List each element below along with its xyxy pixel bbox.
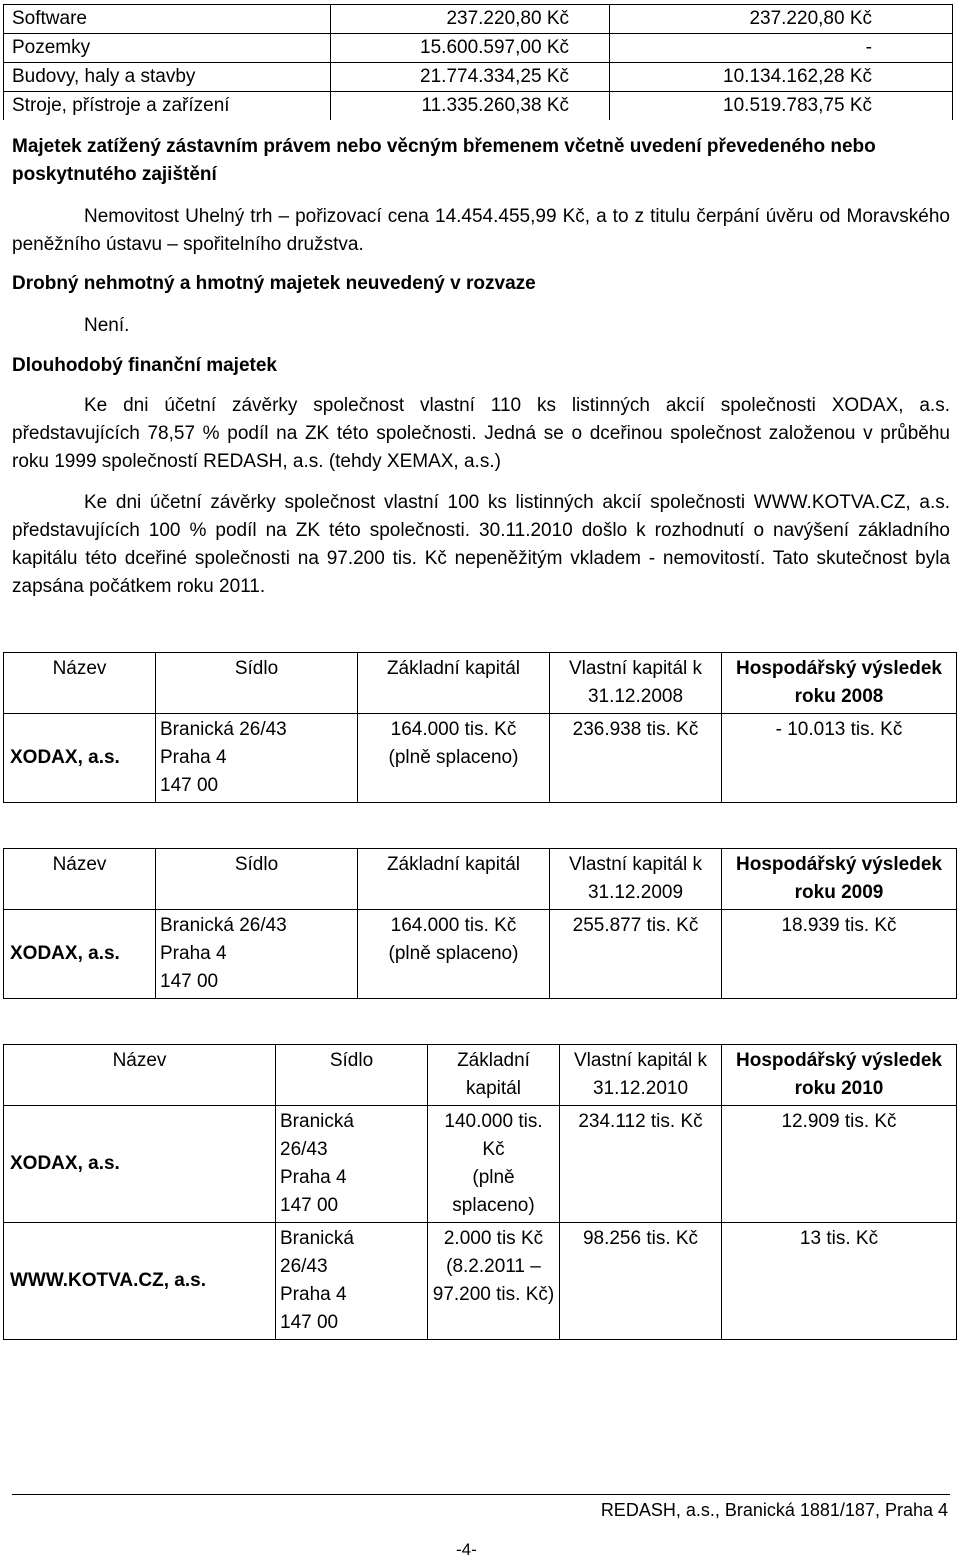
company-capital <box>428 1223 560 1340</box>
company-seat <box>276 1223 428 1340</box>
asset-value-a: 237.220,80 Kč <box>331 5 610 34</box>
financial-assets-paragraph-1: Ke dni účetní závěrky společnost vlastní 110 ks listinných akcií společnosti XODAX, a.s. představujících 78,57 % podíl na ZK této společnosti. Jedná se o dceřinou společnost založenou v průběhu roku 1999 společností REDASH, a.s. (tehdy XEMAX, a.s.) <box>12 395 950 472</box>
header-seat: Sídlo <box>156 653 358 714</box>
subsidiary-table-2010 <box>3 1044 957 1340</box>
capital-line: 97.200 tis. Kč) <box>432 1284 555 1305</box>
minor-assets-heading: Drobný nehmotný a hmotný majetek neuvedený v rozvaze <box>12 273 536 294</box>
header-seat: Sídlo <box>156 849 358 910</box>
header-name: Název <box>4 849 156 910</box>
asset-value-b: - <box>610 34 953 63</box>
header-equity: Vlastní kapitál k 31.12.2010 <box>560 1045 722 1106</box>
table-row <box>4 714 957 803</box>
seat-line: Branická <box>280 1228 354 1249</box>
capital-line: splaceno) <box>452 1195 535 1216</box>
seat-line: Branická 26/43 <box>160 719 287 740</box>
seat-line: Branická 26/43 <box>160 915 287 936</box>
seat-line: Branická <box>280 1111 354 1132</box>
table-header-row <box>4 653 957 714</box>
capital-line: (plně splaceno) <box>388 943 519 964</box>
seat-line: 26/43 <box>280 1256 328 1277</box>
asset-table <box>3 4 953 120</box>
company-capital <box>358 910 550 999</box>
company-result: 12.909 tis. Kč <box>722 1106 957 1223</box>
seat-line: 147 00 <box>280 1312 339 1333</box>
company-capital <box>358 714 550 803</box>
asset-value-a: 11.335.260,38 Kč <box>331 92 610 121</box>
seat-line: Praha 4 <box>160 747 227 768</box>
financial-assets-heading: Dlouhodobý finanční majetek <box>12 355 277 376</box>
company-equity: 98.256 tis. Kč <box>560 1223 722 1340</box>
header-equity: Vlastní kapitál k 31.12.2008 <box>550 653 722 714</box>
company-seat <box>156 910 358 999</box>
asset-name: Stroje, přístroje a zařízení <box>4 92 331 121</box>
capital-line: (plně splaceno) <box>388 747 519 768</box>
table-row <box>4 1223 957 1340</box>
header-capital: Základní kapitál <box>428 1045 560 1106</box>
asset-value-b: 237.220,80 Kč <box>610 5 953 34</box>
table-row <box>4 1106 957 1223</box>
header-seat: Sídlo <box>276 1045 428 1106</box>
company-seat <box>156 714 358 803</box>
asset-value-b: 10.134.162,28 Kč <box>610 63 953 92</box>
company-name: XODAX, a.s. <box>4 1106 276 1223</box>
table-row <box>4 92 953 121</box>
company-name: XODAX, a.s. <box>4 714 156 803</box>
table-header-row <box>4 1045 957 1106</box>
seat-line: 147 00 <box>160 971 219 992</box>
table-row <box>4 910 957 999</box>
table-row <box>4 5 953 34</box>
seat-line: 147 00 <box>280 1195 339 1216</box>
table-header-row <box>4 849 957 910</box>
footer-divider <box>12 1494 950 1495</box>
header-equity: Vlastní kapitál k 31.12.2009 <box>550 849 722 910</box>
pledge-heading: Majetek zatížený zástavním právem nebo věcným břemenem včetně uvedení převedeného nebo poskytnutého zajištění <box>12 136 876 185</box>
pledge-text: Nemovitost Uhelný trh – pořizovací cena 14.454.455,99 Kč, a to z titulu čerpání úvěru od Moravského peněžního ústavu – spořitelního družstva. <box>12 206 950 255</box>
asset-value-b: 10.519.783,75 Kč <box>610 92 953 121</box>
company-name: WWW.KOTVA.CZ, a.s. <box>4 1223 276 1340</box>
seat-line: Praha 4 <box>280 1167 347 1188</box>
capital-line: (plně <box>472 1167 515 1188</box>
asset-value-a: 15.600.597,00 Kč <box>331 34 610 63</box>
asset-value-a: 21.774.334,25 Kč <box>331 63 610 92</box>
seat-line: 26/43 <box>280 1139 328 1160</box>
header-result: Hospodářský výsledek roku 2010 <box>722 1045 957 1106</box>
capital-line: 2.000 tis Kč <box>443 1228 544 1249</box>
capital-line: 164.000 tis. Kč <box>390 719 517 740</box>
table-row <box>4 34 953 63</box>
header-name: Název <box>4 1045 276 1106</box>
subsidiary-table-2009 <box>3 848 957 999</box>
header-capital: Základní kapitál <box>358 849 550 910</box>
page-number: -4- <box>456 1540 477 1559</box>
header-result: Hospodářský výsledek roku 2009 <box>722 849 957 910</box>
capital-line: (8.2.2011 – <box>446 1256 541 1277</box>
company-result: 18.939 tis. Kč <box>722 910 957 999</box>
company-equity: 236.938 tis. Kč <box>550 714 722 803</box>
seat-line: Praha 4 <box>280 1284 347 1305</box>
seat-line: 147 00 <box>160 775 219 796</box>
company-name: XODAX, a.s. <box>4 910 156 999</box>
company-seat <box>276 1106 428 1223</box>
financial-assets-paragraph-2: Ke dni účetní závěrky společnost vlastní 100 ks listinných akcií společnosti WWW.KOTVA.CZ, a.s. představujících 100 % podíl na ZK této společnosti. 30.11.2010 došlo k rozhodnutí o navýšení základního kapitálu této dceřiné společnosti na 97.200 tis. Kč nepeněžitým vkladem - nemovitostí. Tato skutečnost byla zapsána počátkem roku 2011. <box>12 492 950 597</box>
table-row <box>4 63 953 92</box>
asset-name: Pozemky <box>4 34 331 63</box>
asset-name: Budovy, haly a stavby <box>4 63 331 92</box>
capital-line: 164.000 tis. Kč <box>390 915 517 936</box>
asset-name: Software <box>4 5 331 34</box>
company-equity: 234.112 tis. Kč <box>560 1106 722 1223</box>
company-result: - 10.013 tis. Kč <box>722 714 957 803</box>
company-result: 13 tis. Kč <box>722 1223 957 1340</box>
company-equity: 255.877 tis. Kč <box>550 910 722 999</box>
minor-assets-text: Není. <box>84 315 130 336</box>
company-capital <box>428 1106 560 1223</box>
seat-line: Praha 4 <box>160 943 227 964</box>
header-name: Název <box>4 653 156 714</box>
header-result: Hospodářský výsledek roku 2008 <box>722 653 957 714</box>
header-capital: Základní kapitál <box>358 653 550 714</box>
footer-company: REDASH, a.s., Branická 1881/187, Praha 4 <box>600 1500 948 1520</box>
subsidiary-table-2008 <box>3 652 957 803</box>
capital-line: 140.000 tis. Kč <box>444 1111 543 1160</box>
